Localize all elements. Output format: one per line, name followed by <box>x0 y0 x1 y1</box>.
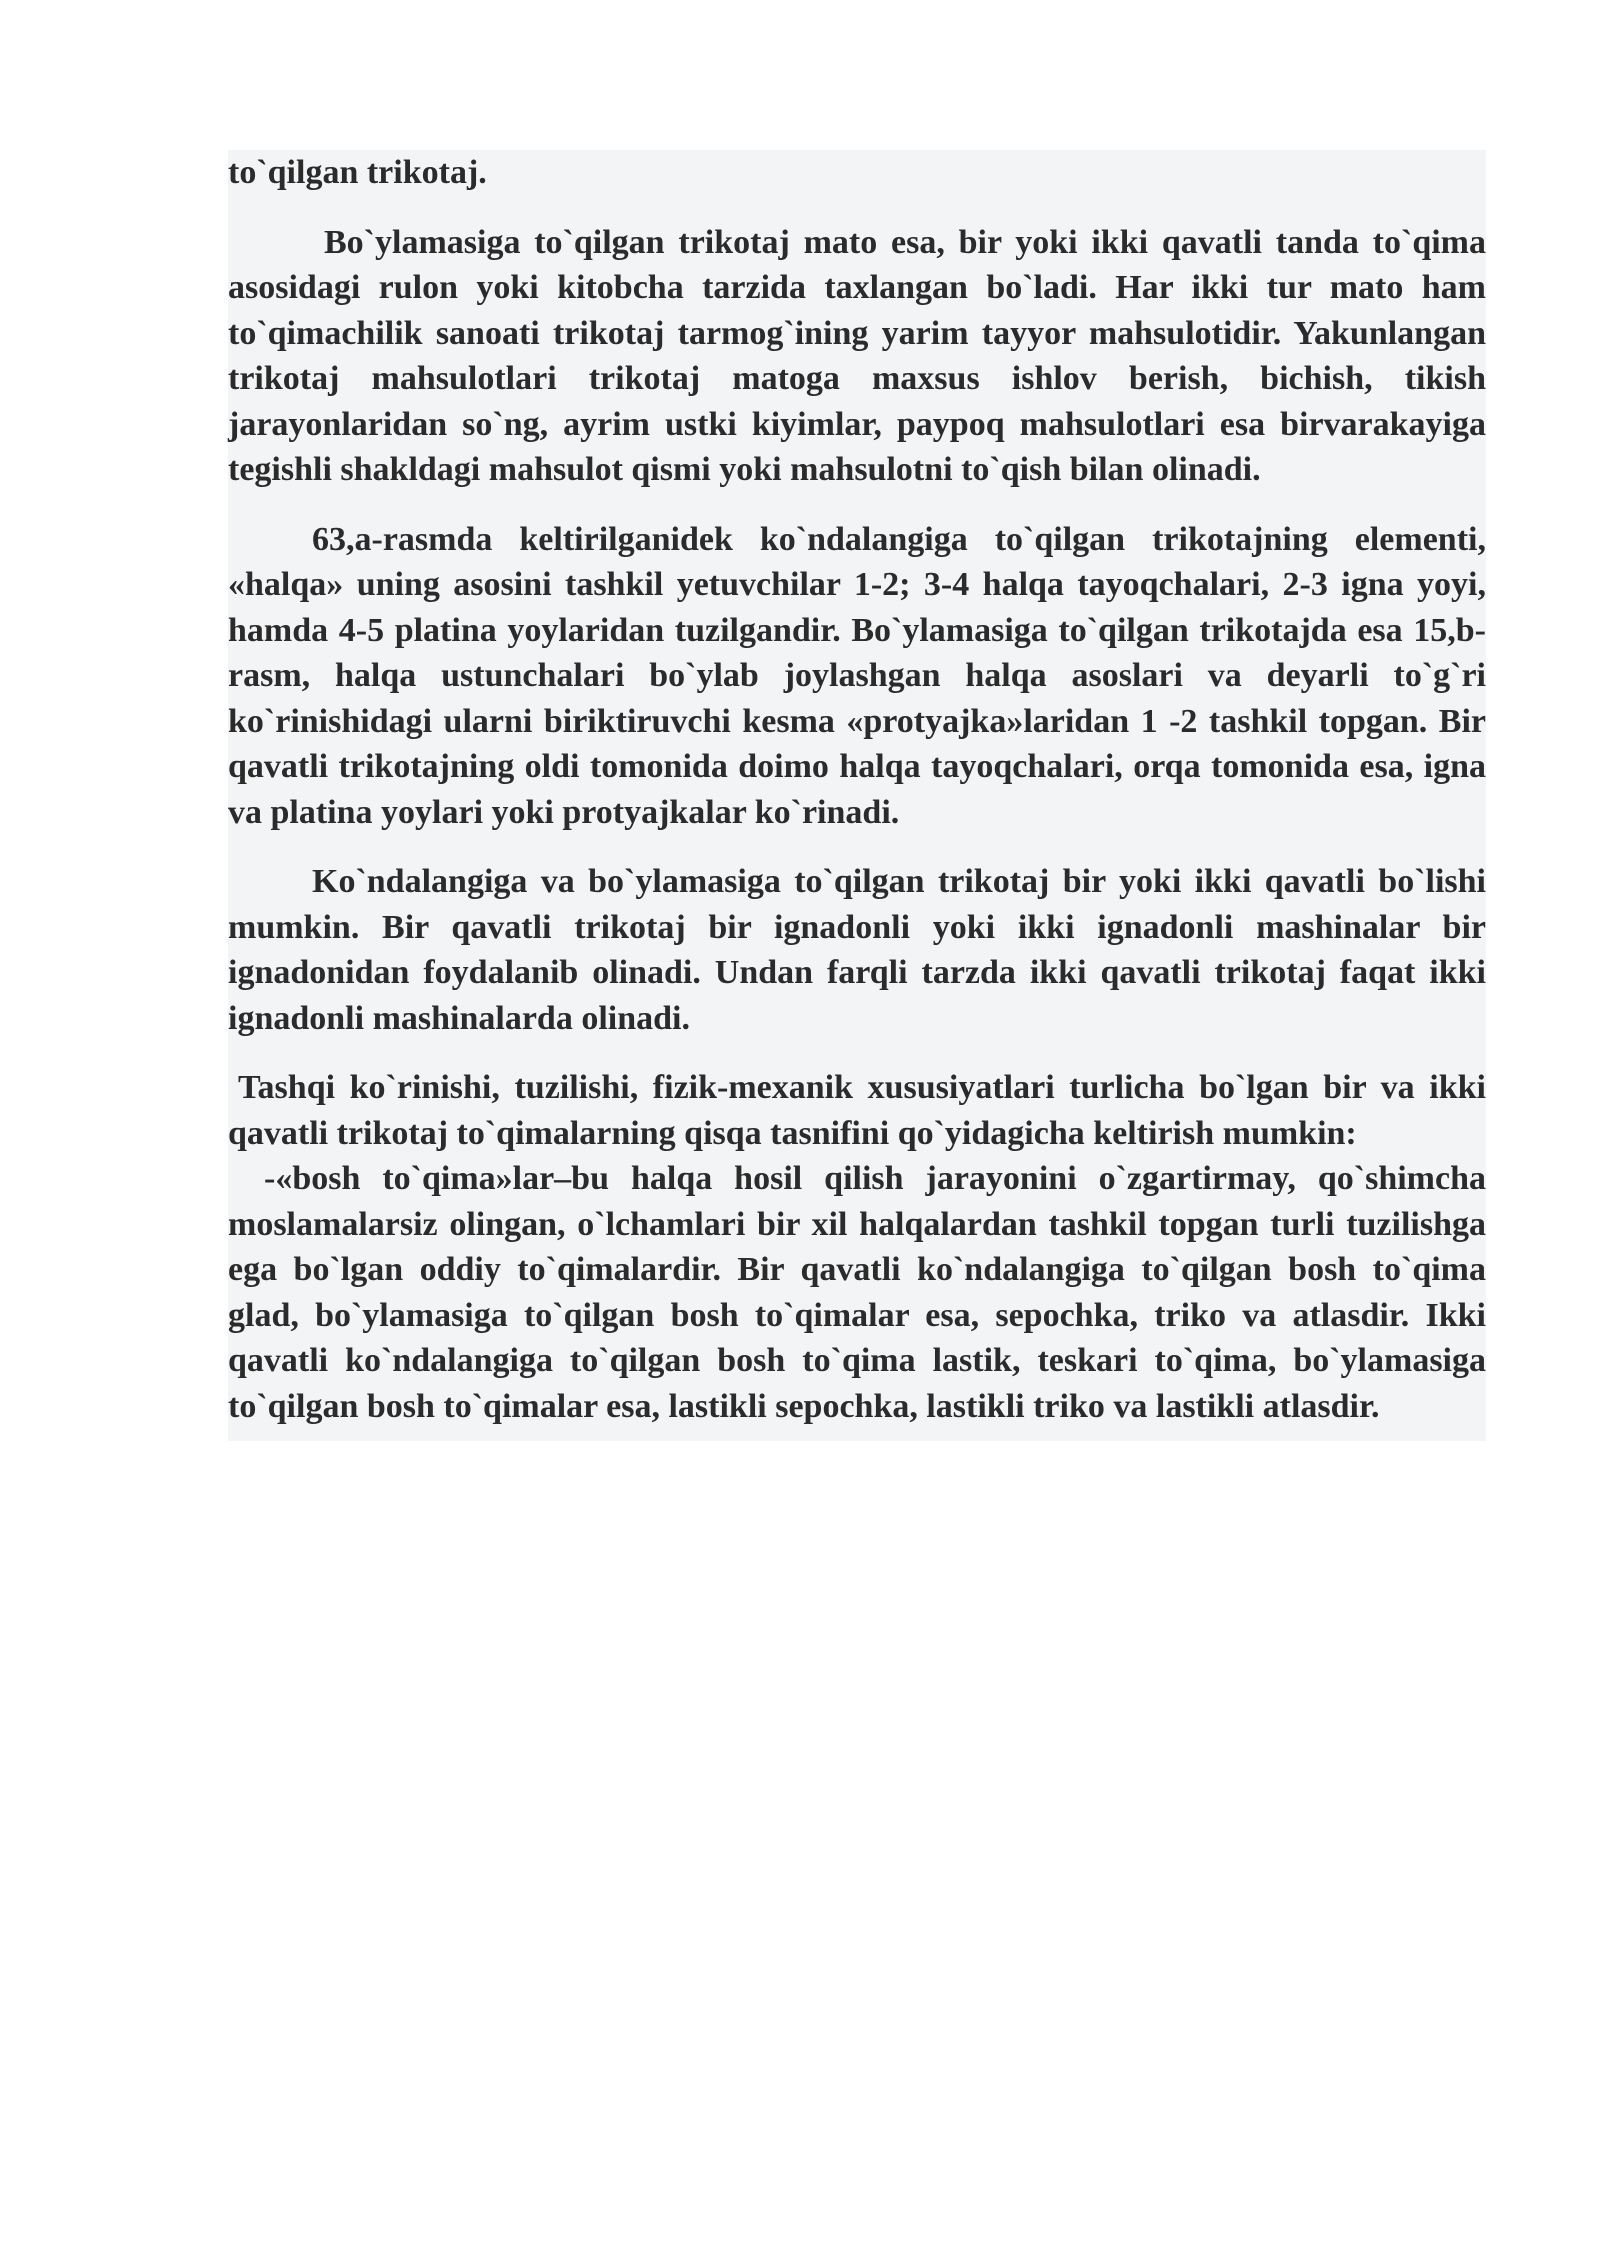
paragraph-6: -«bosh to`qima»lar–bu halqa hosil qilish jarayonini o`zgartirmay, qo`shimcha moslamalarsiz olingan, o`lchamlari bir xil halqalardan tashkil topgan turli tuzilishga ega bo`lgan oddiy to`qimalardir. Bir qavatli ko`ndalangiga to`qilgan bosh to`qima glad, bo`ylamasiga to`qilgan bosh to`qimalar esa, sepochka, triko va atlasdir. Ikki qavatli ko`ndalangiga to`qilgan bosh to`qima lastik, teskari to`qima, bo`ylamasiga to`qilgan bosh to`qimalar esa, lastikli sepochka, lastikli triko va lastikli atlasdir. <box>228 1160 1486 1425</box>
paragraph-5: Tashqi ko`rinishi, tuzilishi, fizik-mexanik xususiyatlari turlicha bo`lgan bir va ikki qavatli trikotaj to`qimalarning qisqa tasnifini qo`yidagicha keltirish mumkin: <box>228 1069 1486 1152</box>
paragraph-3: 63,a-rasmda keltirilganidek ko`ndalangiga to`qilgan trikotajning elementi, «halqa» uning asosini tashkil yetuvchilar 1-2; 3-4 halqa tayoqchalari, 2-3 igna yoyi, hamda 4-5 platina yoylaridan tuzilgandir. Bo`ylamasiga to`qilgan trikotajda esa 15,b-rasm, halqa ustunchalari bo`ylab joylashgan halqa asoslari va deyarli to`g`ri ko`rinishidagi ularni biriktiruvchi kesma «protyajka»laridan 1 -2 tashkil topgan. Bir qavatli trikotajning oldi tomonida doimo halqa tayoqchalari, orqa tomonida esa, igna va platina yoylari yoki protyajkalar ko`rinadi. <box>228 520 1486 831</box>
text-block <box>228 150 1486 1441</box>
paragraph-4: Ko`ndalangiga va bo`ylamasiga to`qilgan trikotaj bir yoki ikki qavatli bo`lishi mumkin. Bir qavatli trikotaj bir ignadonli yoki ikki ignadonli mashinalar bir ignadonidan foydalanib olinadi. Undan farqli tarzda ikki qavatli trikotaj faqat ikki ignadonli mashinalarda olinadi. <box>228 863 1486 1037</box>
paragraph-2: Bo`ylamasiga to`qilgan trikotaj mato esa, bir yoki ikki qavatli tanda to`qima asosidagi rulon yoki kitobcha tarzida taxlangan bo`ladi. Har ikki tur mato ham to`qimachilik sanoati trikotaj tarmog`ining yarim tayyor mahsulotidir. Yakunlangan trikotaj mahsulotlari trikotaj matoga maxsus ishlov berish, bichish, tikish jarayonlaridan so`ng, ayrim ustki kiyimlar, paypoq mahsulotlari esa birvarakayiga tegishli shakldagi mahsulot qismi yoki mahsulotni to`qish bilan olinadi. <box>228 223 1486 488</box>
paragraph-1: to`qilgan trikotaj. <box>228 154 487 191</box>
